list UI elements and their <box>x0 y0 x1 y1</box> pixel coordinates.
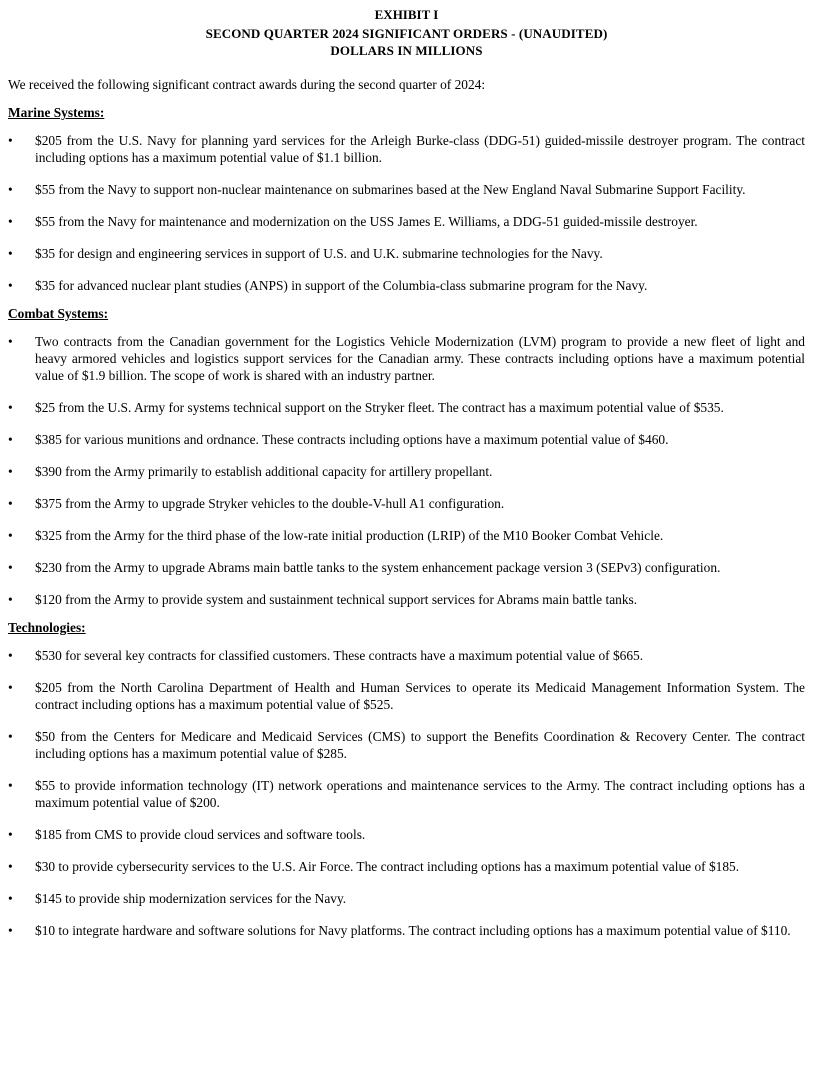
list-item <box>8 245 805 262</box>
list-item-text: $55 to provide information technology (IT) network operations and maintenance services to the Army. The contract including options has a maximum potential value of $200. <box>35 778 805 810</box>
report-subtitle: DOLLARS IN MILLIONS <box>330 43 483 58</box>
list-item <box>8 527 805 544</box>
list-item-text: $390 from the Army primarily to establish additional capacity for artillery propellant. <box>35 464 493 479</box>
list-item <box>8 181 805 198</box>
bullet-icon: • <box>8 246 13 261</box>
bullet-icon: • <box>8 859 13 874</box>
list-item <box>8 213 805 230</box>
list-item-text: $530 for several key contracts for classified customers. These contracts have a maximum potential value of $665. <box>35 648 644 663</box>
intro-paragraph: We received the following significant contract awards during the second quarter of 2024: <box>8 77 486 92</box>
bullet-list <box>8 647 805 939</box>
bullet-icon: • <box>8 214 13 229</box>
list-item-text: $55 from the Navy to support non-nuclear maintenance on submarines based at the New England Naval Submarine Support Facility. <box>35 182 746 197</box>
list-item <box>8 277 805 294</box>
list-item-text: $385 for various munitions and ordnance. These contracts including options have a maximum potential value of $460. <box>35 432 669 447</box>
section-title: Combat Systems: <box>8 306 109 321</box>
list-item-text: $120 from the Army to provide system and sustainment technical support services for Abrams main battle tanks. <box>35 592 638 607</box>
list-item-text: $35 for design and engineering services in support of U.S. and U.K. submarine technologies for the Navy. <box>35 246 603 261</box>
list-item-text: $50 from the Centers for Medicare and Medicaid Services (CMS) to support the Benefits Coordination & Recovery Center. The contract including options has a maximum potential value of $285. <box>35 729 805 761</box>
list-item-text: $185 from CMS to provide cloud services and software tools. <box>35 827 366 842</box>
list-item <box>8 132 805 166</box>
list-item <box>8 922 805 939</box>
list-item-text: $10 to integrate hardware and software solutions for Navy platforms. The contract including options has a maximum potential value of $110. <box>35 923 791 938</box>
bullet-icon: • <box>8 182 13 197</box>
list-item <box>8 826 805 843</box>
bullet-icon: • <box>8 560 13 575</box>
bullet-icon: • <box>8 891 13 906</box>
report-title: SECOND QUARTER 2024 SIGNIFICANT ORDERS - (UNAUDITED) <box>205 26 608 41</box>
list-item <box>8 647 805 664</box>
bullet-icon: • <box>8 827 13 842</box>
exhibit-title: EXHIBIT I <box>374 7 439 22</box>
list-item-text: $25 from the U.S. Army for systems technical support on the Stryker fleet. The contract has a maximum potential value of $535. <box>35 400 724 415</box>
list-item <box>8 463 805 480</box>
list-item <box>8 431 805 448</box>
bullet-icon: • <box>8 464 13 479</box>
bullet-icon: • <box>8 334 13 349</box>
list-item <box>8 333 805 384</box>
list-item-text: $145 to provide ship modernization services for the Navy. <box>35 891 347 906</box>
list-item <box>8 559 805 576</box>
bullet-icon: • <box>8 923 13 938</box>
list-item-text: $205 from the North Carolina Department of Health and Human Services to operate its Medicaid Management Information System. The contract including options has a maximum potential value of $525. <box>35 680 805 712</box>
bullet-icon: • <box>8 778 13 793</box>
bullet-list <box>8 333 805 608</box>
list-item <box>8 495 805 512</box>
section-title: Technologies: <box>8 620 86 635</box>
sections-container <box>8 104 805 939</box>
bullet-icon: • <box>8 729 13 744</box>
list-item-text: $205 from the U.S. Navy for planning yard services for the Arleigh Burke-class (DDG-51) guided-missile destroyer program. The contract including options has a maximum potential value of $1.1 billion. <box>35 133 805 165</box>
list-item-text: $230 from the Army to upgrade Abrams main battle tanks to the system enhancement package version 3 (SEPv3) configuration. <box>35 560 721 575</box>
list-item-text: $30 to provide cybersecurity services to the U.S. Air Force. The contract including options has a maximum potential value of $185. <box>35 859 740 874</box>
list-item-text: $55 from the Navy for maintenance and modernization on the USS James E. Williams, a DDG-51 guided-missile destroyer. <box>35 214 698 229</box>
bullet-icon: • <box>8 432 13 447</box>
list-item-text: $325 from the Army for the third phase of the low-rate initial production (LRIP) of the M10 Booker Combat Vehicle. <box>35 528 664 543</box>
list-item <box>8 399 805 416</box>
bullet-icon: • <box>8 133 13 148</box>
bullet-list <box>8 132 805 294</box>
list-item <box>8 679 805 713</box>
bullet-icon: • <box>8 528 13 543</box>
bullet-icon: • <box>8 278 13 293</box>
document-header <box>8 6 805 59</box>
bullet-icon: • <box>8 400 13 415</box>
list-item-text: $35 for advanced nuclear plant studies (ANPS) in support of the Columbia-class submarine program for the Navy. <box>35 278 648 293</box>
list-item <box>8 890 805 907</box>
section-title: Marine Systems: <box>8 105 105 120</box>
list-item <box>8 728 805 762</box>
list-item <box>8 858 805 875</box>
bullet-icon: • <box>8 680 13 695</box>
list-item-text: Two contracts from the Canadian government for the Logistics Vehicle Modernization (LVM) program to provide a new fleet of light and heavy armored vehicles and logistics support services for the Canadian army. These contracts including options have a maximum potential value of $1.9 billion. The scope of work is shared with an industry partner. <box>35 334 805 383</box>
list-item-text: $375 from the Army to upgrade Stryker vehicles to the double-V-hull A1 configuration. <box>35 496 505 511</box>
bullet-icon: • <box>8 496 13 511</box>
list-item <box>8 591 805 608</box>
bullet-icon: • <box>8 592 13 607</box>
list-item <box>8 777 805 811</box>
bullet-icon: • <box>8 648 13 663</box>
